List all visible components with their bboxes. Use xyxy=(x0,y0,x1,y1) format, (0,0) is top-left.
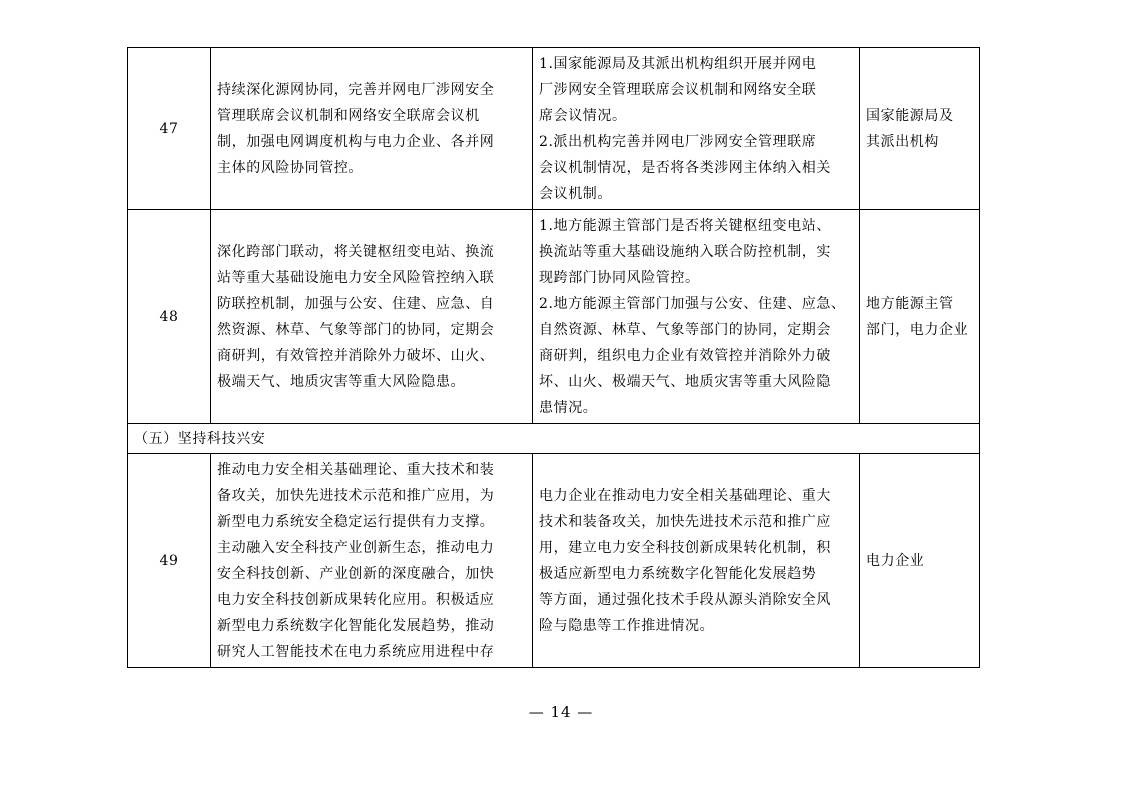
table-row xyxy=(128,48,980,210)
text-line: 新型电力系统数字化智能化发展趋势，推动 xyxy=(217,617,495,634)
text-line: 推动电力安全相关基础理论、重大技术和装 xyxy=(217,461,495,478)
text-line: 主动融入安全科技产业创新生态，推动电力 xyxy=(217,539,495,556)
row-number: 48 xyxy=(128,210,211,424)
text-line: 制，加强电网调度机构与电力企业、各并网 xyxy=(217,133,495,150)
text-line: 极端天气、地质灾害等重大风险隐患。 xyxy=(217,373,466,390)
check-description xyxy=(533,454,860,668)
task-description xyxy=(211,210,533,424)
text-line: 换流站等重大基础设施纳入联合防控机制，实 xyxy=(539,243,831,260)
text-line: 现跨部门协同风险管控。 xyxy=(539,269,700,286)
text-line: 席会议情况。 xyxy=(539,107,627,124)
text-line: 备攻关，加快先进技术示范和推广应用，为 xyxy=(217,487,495,504)
text-line: 站等重大基础设施电力安全风险管控纳入联 xyxy=(217,269,495,286)
text-line: 自然资源、林草、气象等部门的协同，定期会 xyxy=(539,321,831,338)
text-line: 等方面，通过强化技术手段从源头消除安全风 xyxy=(539,591,831,608)
text-line: 会议机制情况，是否将各类涉网主体纳入相关 xyxy=(539,159,831,176)
text-line: 2.地方能源主管部门加强与公安、住建、应急、 xyxy=(539,295,846,312)
text-line: 电力企业在推动电力安全相关基础理论、重大 xyxy=(539,487,831,504)
text-line: 用，建立电力安全科技创新成果转化机制，积 xyxy=(539,539,831,556)
text-line: 电力企业 xyxy=(866,552,925,569)
text-line: 国家能源局及 xyxy=(866,107,954,124)
row-number: 49 xyxy=(128,454,211,668)
text-line: 商研判，有效管控并消除外力破坏、山火、 xyxy=(217,347,495,364)
text-line: 坏、山火、极端天气、地质灾害等重大风险隐 xyxy=(539,373,831,390)
section-heading: （五）坚持科技兴安 xyxy=(128,424,980,454)
text-line: 安全科技创新、产业创新的深度融合，加快 xyxy=(217,565,495,582)
responsible-unit xyxy=(860,48,980,210)
text-line: 管理联席会议机制和网络安全联席会议机 xyxy=(217,107,480,124)
text-line: 主体的风险协同管控。 xyxy=(217,159,363,176)
section-row xyxy=(128,424,980,454)
text-line: 技术和装备攻关，加快先进技术示范和推广应 xyxy=(539,513,831,530)
responsible-unit xyxy=(860,210,980,424)
text-line: 研究人工智能技术在电力系统应用进程中存 xyxy=(217,643,495,660)
check-description xyxy=(533,210,860,424)
text-line: 电力安全科技创新成果转化应用。积极适应 xyxy=(217,591,495,608)
text-line: 商研判，组织电力企业有效管控并消除外力破 xyxy=(539,347,831,364)
task-table xyxy=(127,47,980,668)
text-line: 2.派出机构完善并网电厂涉网安全管理联席 xyxy=(539,133,817,150)
text-line: 部门，电力企业 xyxy=(866,321,969,338)
text-line: 极适应新型电力系统数字化智能化发展趋势 xyxy=(539,565,817,582)
check-description xyxy=(533,48,860,210)
text-line: 其派出机构 xyxy=(866,133,939,150)
table-row xyxy=(128,454,980,668)
page-number: — 14 — xyxy=(528,703,594,721)
text-line: 厂涉网安全管理联席会议机制和网络安全联 xyxy=(539,81,817,98)
text-line: 防联控机制，加强与公安、住建、应急、自 xyxy=(217,295,495,312)
text-line: 然资源、林草、气象等部门的协同，定期会 xyxy=(217,321,495,338)
text-line: 险与隐患等工作推进情况。 xyxy=(539,617,715,634)
responsible-unit xyxy=(860,454,980,668)
text-line: 1.国家能源局及其派出机构组织开展并网电 xyxy=(539,55,817,72)
task-description xyxy=(211,454,533,668)
text-line: 深化跨部门联动，将关键枢纽变电站、换流 xyxy=(217,243,495,260)
text-line: 会议机制。 xyxy=(539,185,612,202)
task-description xyxy=(211,48,533,210)
text-line: 地方能源主管 xyxy=(866,295,954,312)
text-line: 新型电力系统安全稳定运行提供有力支撑。 xyxy=(217,513,495,530)
row-number: 47 xyxy=(128,48,211,210)
text-line: 患情况。 xyxy=(539,399,598,416)
text-line: 持续深化源网协同，完善并网电厂涉网安全 xyxy=(217,81,495,98)
table-row xyxy=(128,210,980,424)
text-line: 1.地方能源主管部门是否将关键枢纽变电站、 xyxy=(539,217,831,234)
